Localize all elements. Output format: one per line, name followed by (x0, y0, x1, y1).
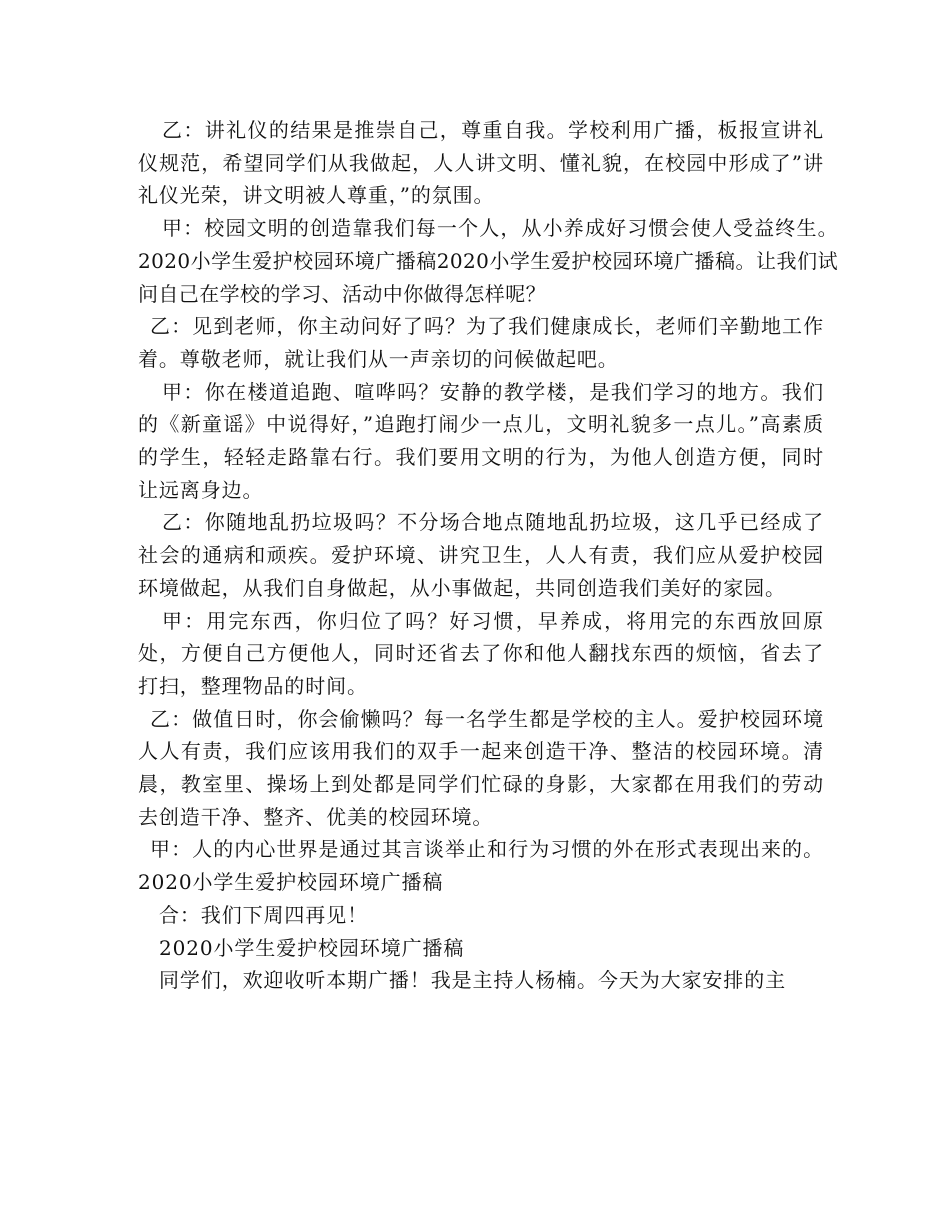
paragraph-2: 甲：校园文明的创造靠我们每一个人，从小养成好习惯会使人受益终生。2020小学生爱护校园环境广播稿2020小学生爱护校园环境广播稿。让我们试问自己在学校的学习、活动中你做得怎样呢？ (138, 216, 838, 306)
paragraph-10: 2020小学生爱护校园环境广播稿 (159, 935, 465, 960)
paragraph-1: 乙：讲礼仪的结果是推崇自己，尊重自我。学校利用广播，板报宣讲礼仪规范，希望同学们从我做起，人人讲文明、懂礼貌，在校园中形成了”讲礼仪光荣，讲文明被人尊重，”的氛围。 (138, 118, 824, 208)
paragraph-5: 乙：你随地乱扔垃圾吗？不分场合地点随地乱扔垃圾，这几乎已经成了社会的通病和顽疾。爱护环境、讲究卫生，人人有责，我们应从爱护校园环境做起，从我们自身做起，从小事做起，共同创造我们美好的家园。 (138, 510, 824, 600)
paragraph-11: 同学们，欢迎收听本期广播！我是主持人杨楠。今天为大家安排的主 (159, 968, 786, 993)
paragraph-7: 乙：做值日时，你会偷懒吗？每一名学生都是学校的主人。爱护校园环境人人有责，我们应该用我们的双手一起来创造干净、整洁的校园环境。清晨，教室里、操场上到处都是同学们忙碌的身影，大家都在用我们的劳动去创造干净、整齐、优美的校园环境。 (138, 706, 824, 829)
paragraph-4: 甲：你在楼道追跑、喧哗吗？安静的教学楼，是我们学习的地方。我们的《新童谣》中说得好，”追跑打闹少一点儿，文明礼貌多一点儿。”高素质的学生，轻轻走路靠右行。我们要用文明的行为，为他人创造方便，同时让远离身边。 (138, 379, 824, 502)
paragraph-6: 甲：用完东西，你归位了吗？好习惯，早养成，将用完的东西放回原处，方便自己方便他人，同时还省去了你和他人翻找东西的烦恼，省去了打扫，整理物品的时间。 (138, 608, 824, 698)
paragraph-8: 甲：人的内心世界是通过其言谈举止和行为习惯的外在形式表现出来的。2020小学生爱护校园环境广播稿 (138, 837, 824, 895)
paragraph-9: 合：我们下周四再见！ (159, 902, 368, 927)
paragraph-3: 乙：见到老师，你主动问好了吗？为了我们健康成长，老师们辛勤地工作着。尊敬老师，就让我们从一声亲切的问候做起吧。 (138, 314, 824, 371)
